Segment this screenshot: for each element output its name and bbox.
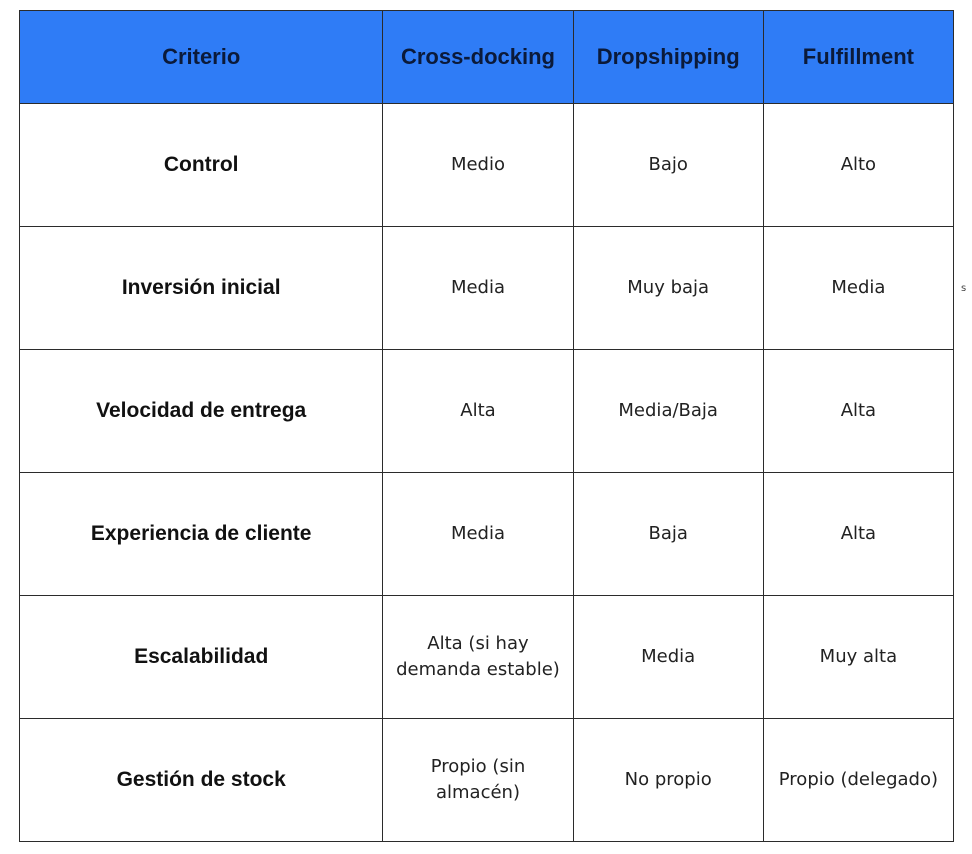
- dropshipping-cell: Media: [573, 596, 763, 719]
- header-fulfillment: Fulfillment: [763, 11, 953, 104]
- header-row: [20, 11, 954, 104]
- fulfillment-cell: Alto: [763, 104, 953, 227]
- criterion-cell: Experiencia de cliente: [20, 473, 383, 596]
- dropshipping-cell: Media/Baja: [573, 350, 763, 473]
- table-row: [20, 719, 954, 842]
- cross-docking-cell: Alta: [383, 350, 573, 473]
- dropshipping-cell: Bajo: [573, 104, 763, 227]
- fulfillment-cell: Alta: [763, 350, 953, 473]
- dropshipping-cell: Baja: [573, 473, 763, 596]
- stray-character: s: [961, 283, 967, 294]
- table-row: [20, 596, 954, 719]
- header-criterio: Criterio: [20, 11, 383, 104]
- fulfillment-cell: Media: [763, 227, 953, 350]
- table-row: [20, 350, 954, 473]
- cross-docking-cell: Media: [383, 473, 573, 596]
- cross-docking-cell: Propio (sin almacén): [383, 719, 573, 842]
- criterion-cell: Inversión inicial: [20, 227, 383, 350]
- criterion-cell: Gestión de stock: [20, 719, 383, 842]
- header-cross-docking: Cross-docking: [383, 11, 573, 104]
- cross-docking-cell: Media: [383, 227, 573, 350]
- criterion-cell: Control: [20, 104, 383, 227]
- criterion-cell: Escalabilidad: [20, 596, 383, 719]
- header-dropshipping: Dropshipping: [573, 11, 763, 104]
- cross-docking-cell: Alta (si hay demanda estable): [383, 596, 573, 719]
- cross-docking-cell: Medio: [383, 104, 573, 227]
- fulfillment-cell: Propio (delegado): [763, 719, 953, 842]
- dropshipping-cell: Muy baja: [573, 227, 763, 350]
- table-row: [20, 104, 954, 227]
- table-row: [20, 473, 954, 596]
- fulfillment-cell: Alta: [763, 473, 953, 596]
- dropshipping-cell: No propio: [573, 719, 763, 842]
- comparison-table: [19, 10, 954, 842]
- criterion-cell: Velocidad de entrega: [20, 350, 383, 473]
- fulfillment-cell: Muy alta: [763, 596, 953, 719]
- table-row: [20, 227, 954, 350]
